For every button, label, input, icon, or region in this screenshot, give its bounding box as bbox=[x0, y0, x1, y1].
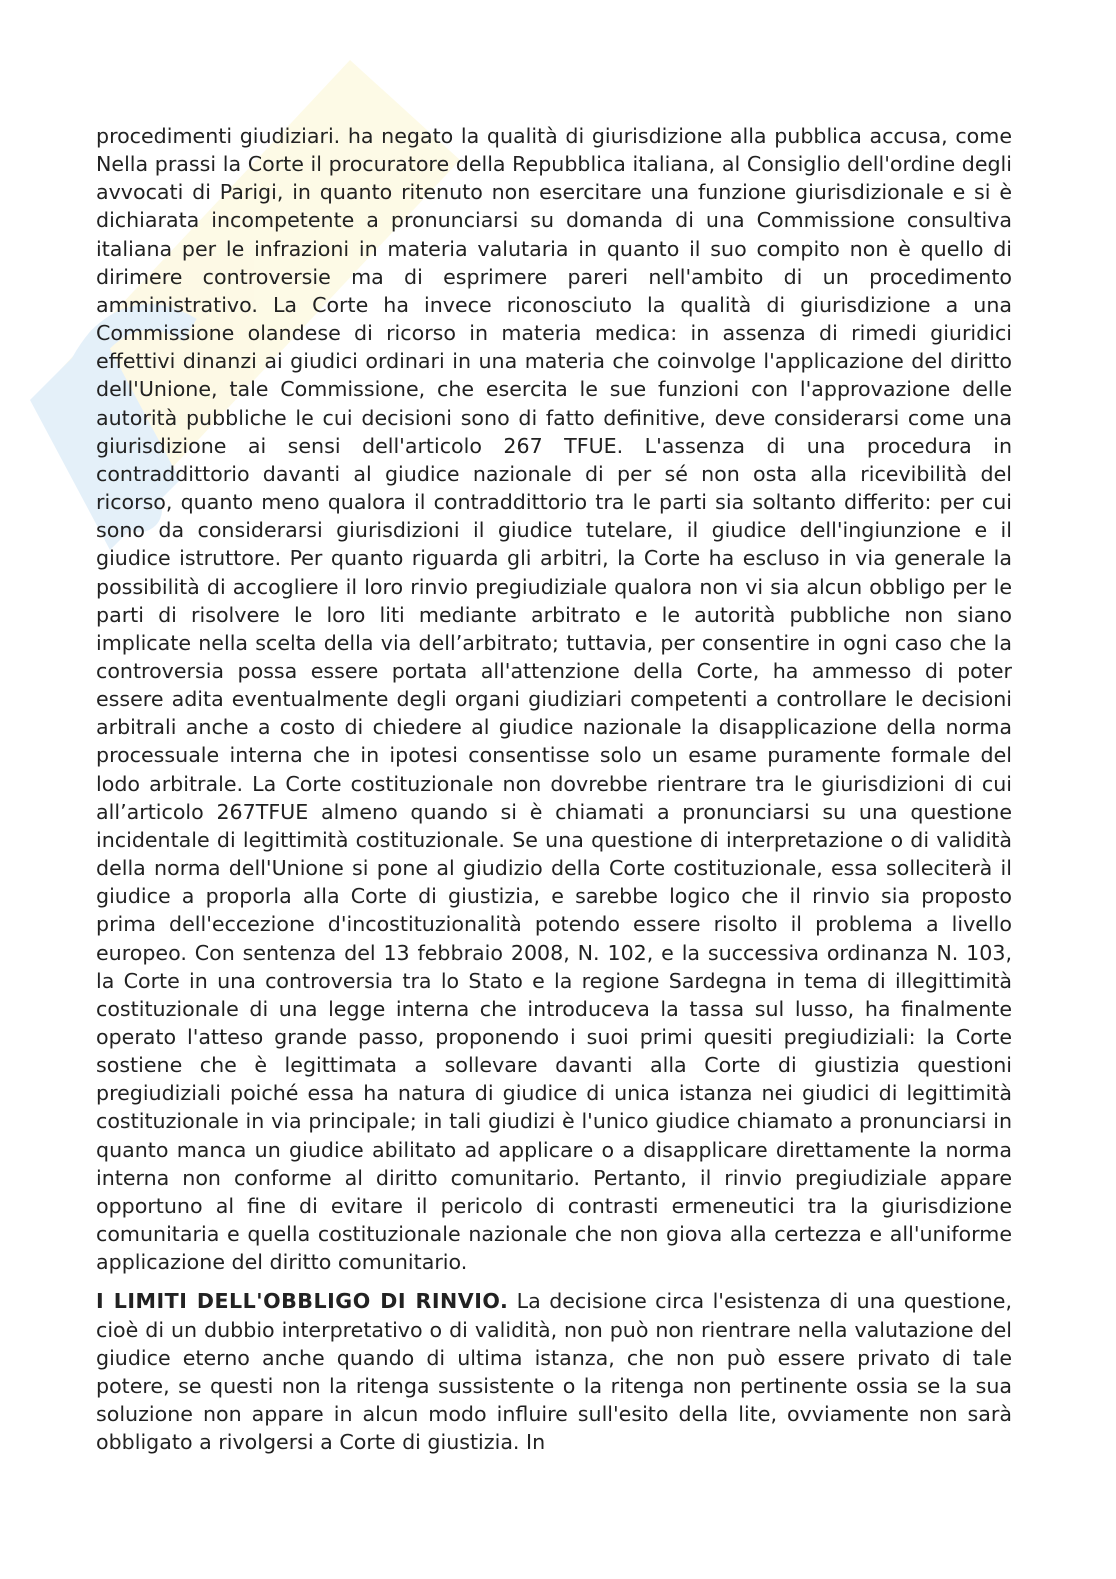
paragraph-1-text: procedimenti giudiziari. ha negato la qualità di giurisdizione alla pubblica accusa, come Nella prassi la Corte il procuratore della Repubblica italiana, al Consiglio dell'ordine degli avvocati di Parigi, in quanto ritenuto non esercitare una funzione giurisdizionale e si è dichiarata incompetente a pronunciarsi su domanda di una Commissione consultiva italiana per le infrazioni in materia valutaria in quanto il suo compito non è quello di dirimere controversie ma di esprimere pareri nell'ambito di un procedimento amministrativo. La Corte ha invece riconosciuto la qualità di giurisdizione a una Commissione olandese di ricorso in materia medica: in assenza di rimedi giuridici effettivi dinanzi ai giudici ordinari in una materia che coinvolge l'applicazione del diritto dell'Unione, tale Commissione, che esercita le sue funzioni con l'approvazione delle autorità pubbliche le cui decisioni sono di fatto definitive, deve considerarsi come una giurisdizione ai sensi dell'articolo 267 TFUE. L'assenza di una procedura in contraddittorio davanti al giudice nazionale di per sé non osta alla ricevibilità del ricorso, quanto meno qualora il contraddittorio tra le parti sia soltanto differito: per cui sono da considerarsi giurisdizioni il giudice tutelare, il giudice dell'ingiunzione e il giudice istruttore. Per quanto riguarda gli arbitri, la Corte ha escluso in via generale la possibilità di accogliere il loro rinvio pregiudiziale qualora non vi sia alcun obbligo per le parti di risolvere le loro liti mediante arbitrato e le autorità pubbliche non siano implicate nella scelta della via dell’arbitrato; tuttavia, per consentire in ogni caso che la controversia possa essere portata all'attenzione della Corte, ha ammesso di poter essere adita eventualmente degli organi giudiziari competenti a controllare le decisioni arbitrali anche a costo di chiedere al giudice nazionale la disapplicazione della norma processuale interna che in ipotesi consentisse solo un esame puramente formale del lodo arbitrale. La Corte costituzionale non dovrebbe rientrare tra le giurisdizioni di cui all’articolo 267TFUE almeno quando si è chiamati a pronunciarsi su una questione incidentale di legittimità costituzionale. Se una questione di interpretazione o di validità della norma dell'Unione si pone al giudizio della Corte costituzionale, essa solleciterà il giudice a proporla alla Corte di giustizia, e sarebbe logico che il rinvio sia proposto prima dell'eccezione d'incostituzionalità potendo essere risolto il problema a livello europeo. Con sentenza del 13 febbraio 2008, N. 102, e la successiva ordinanza N. 103, la Corte in una controversia tra lo Stato e la regione Sardegna in tema di illegittimità costituzionale di una legge interna che introduceva la tassa sul lusso, ha finalmente operato l'atteso grande passo, proponendo i suoi primi quesiti pregiudiziali: la Corte sostiene che è legittimata a sollevare davanti alla Corte di giustizia questioni pregiudiziali poiché essa ha natura di giudice di unica istanza nei giudici di legittimità costituzionale in via principale; in tali giudizi è l'unico giudice chiamato a pronunciarsi in quanto manca un giudice abilitato ad applicare o a disapplicare direttamente la norma interna non conforme al diritto comunitario. Pertanto, il rinvio pregiudiziale appare opportuno al fine di evitare il pericolo di contrasti ermeneutici tra la giurisdizione comunitaria e quella costituzionale nazionale che non giova alla certezza e all'uniforme applicazione del diritto comunitario. bbox=[96, 124, 1012, 1275]
paragraph-2-text: La decisione circa l'esistenza di una questione, cioè di un dubbio interpretativo o di validità, non può non rientrare nella valutazione del giudice eterno anche quando di ultima istanza, che non può essere privato di tale potere, se questi non la ritenga sussistente o la ritenga non pertinente ossia se la sua soluzione non appare in alcun modo influire sull'esito della lite, ovviamente non sarà obbligato a rivolgersi a Corte di giustizia. In bbox=[96, 1289, 1012, 1455]
document-body bbox=[96, 122, 1012, 1456]
paragraph-2 bbox=[96, 1287, 1012, 1456]
section-heading: I LIMITI DELL'OBBLIGO DI RINVIO. bbox=[96, 1289, 509, 1314]
paragraph-1 bbox=[96, 122, 1012, 1276]
